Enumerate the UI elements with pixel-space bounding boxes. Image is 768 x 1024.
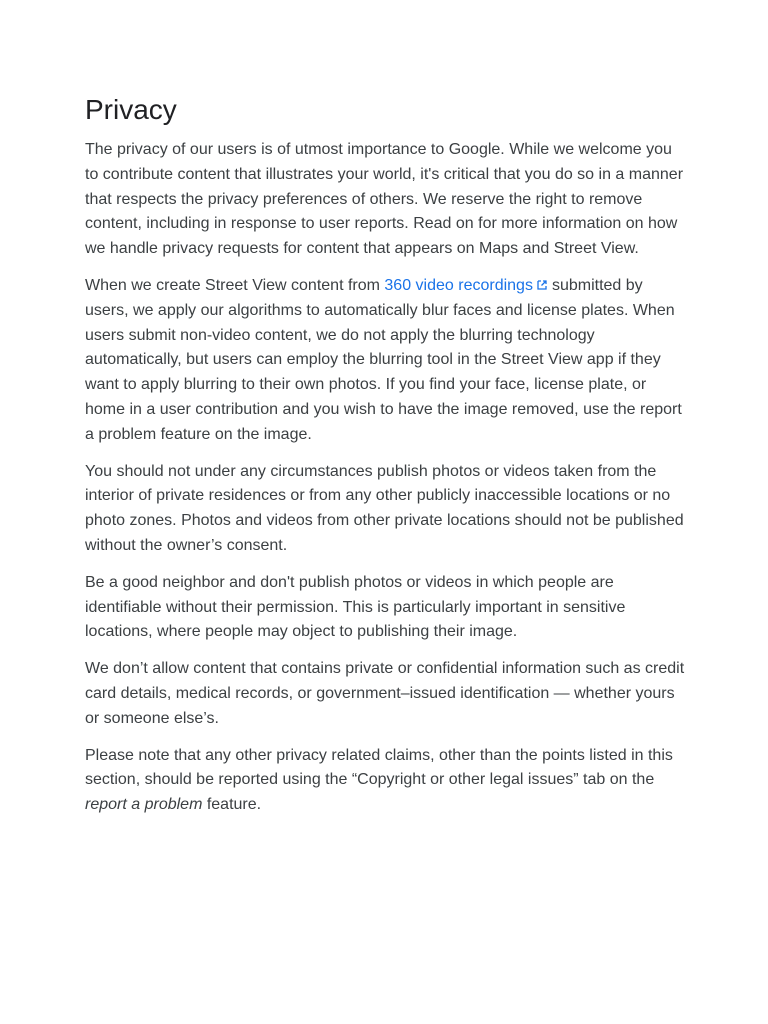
report-a-problem-emphasis: report a problem	[85, 796, 203, 814]
open-in-new-icon	[536, 279, 548, 291]
paragraph-other-claims	[85, 744, 685, 818]
360-video-recordings-link[interactable]	[384, 277, 552, 294]
paragraph-private-locations: You should not under any circumstances publish photos or videos taken from the interior of private residences or from any other publicly inaccessible locations or no photo zones. Photos and videos from other private locations should not be published without the owner’s consent.	[85, 462, 684, 554]
paragraph-text: When we create Street View content from	[85, 276, 385, 294]
paragraph-text: submitted by users, we apply our algorithms to automatically blur faces and license plates. When users submit non-video content, we do not apply the blurring technology automatically, but users can employ the blurring tool in the Street View app if they want to apply blurring to their own photos. If you find your face, license plate, or home in a user contribution and you wish to have the image removed, use the report a problem feature on the image.	[85, 276, 682, 443]
paragraph-street-view-blurring	[85, 274, 685, 448]
paragraph-text: Please note that any other privacy related claims, other than the points listed in this section, should be reported using the “Copyright or other legal issues” tab on the	[85, 746, 673, 789]
privacy-article	[85, 92, 685, 830]
paragraph-good-neighbor: Be a good neighbor and don't publish photos or videos in which people are identifiable without their permission. This is particularly important in sensitive locations, where people may object to publishing their image.	[85, 573, 626, 641]
paragraph-text: feature.	[202, 796, 262, 814]
paragraph-confidential-info: We don’t allow content that contains private or confidential information such as credit card details, medical records, or government–issued identification — whether yours or someone else’s.	[85, 660, 685, 727]
page-title: Privacy	[85, 94, 177, 125]
paragraph-intro: The privacy of our users is of utmost importance to Google. While we welcome you to contribute content that illustrates your world, it's critical that you do so in a manner that respects the privacy preferences of others. We reserve the right to remove content, including in response to user reports. Read on for more information on how we handle privacy requests for content that appears on Maps and Street View.	[85, 141, 684, 258]
link-label: 360 video recordings	[384, 276, 533, 294]
